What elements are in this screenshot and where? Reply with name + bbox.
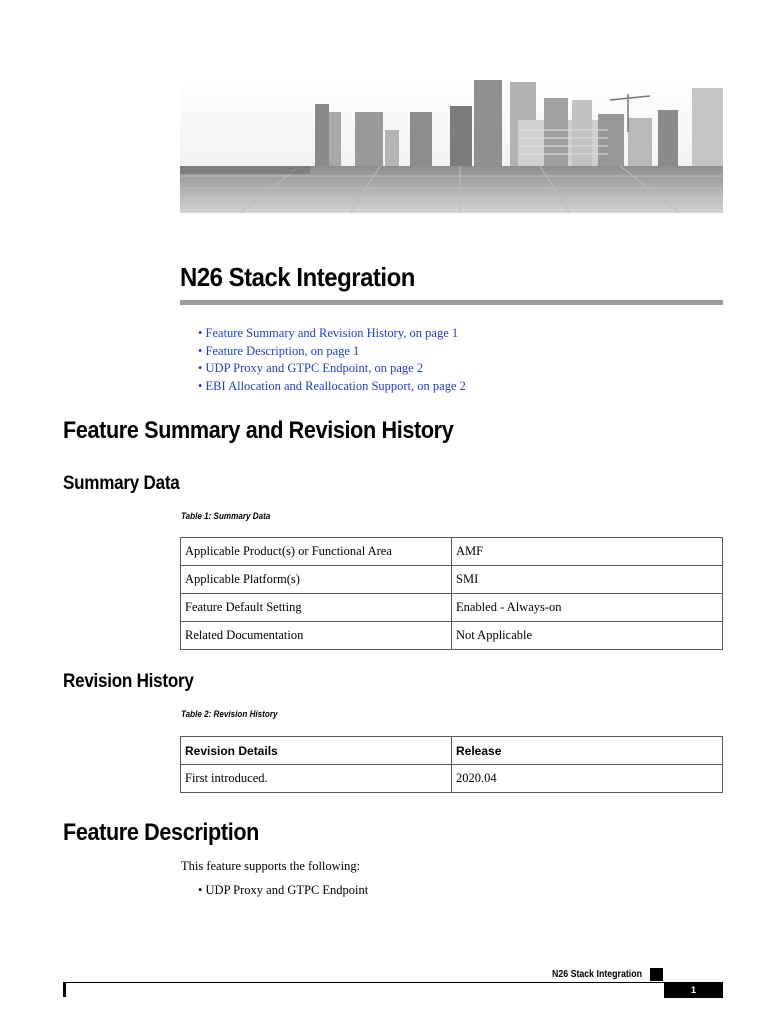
toc-item[interactable] <box>198 360 466 378</box>
table-row <box>181 622 723 650</box>
table-cell: Enabled - Always-on <box>452 594 723 622</box>
table-cell: 2020.04 <box>452 765 723 793</box>
table-row <box>181 594 723 622</box>
table-cell: Not Applicable <box>452 622 723 650</box>
page-number: 1 <box>664 983 723 998</box>
toc-link[interactable]: UDP Proxy and GTPC Endpoint, on page 2 <box>205 361 424 375</box>
table-row <box>181 765 723 793</box>
footer-chapter-title: N26 Stack Integration <box>552 969 642 980</box>
summary-data-table <box>180 537 723 650</box>
toc-item[interactable] <box>198 378 466 396</box>
toc-item[interactable] <box>198 325 466 343</box>
table-cell: Applicable Platform(s) <box>181 566 452 594</box>
table-cell: SMI <box>452 566 723 594</box>
table-row <box>181 538 723 566</box>
section-heading-feature-summary: Feature Summary and Revision History <box>63 417 454 444</box>
title-rule <box>180 300 723 305</box>
table-caption: Table 2: Revision History <box>181 709 278 719</box>
revision-history-table <box>180 736 723 793</box>
table-cell: Feature Default Setting <box>181 594 452 622</box>
chapter-title: N26 Stack Integration <box>180 262 415 292</box>
body-paragraph: This feature supports the following: <box>181 859 361 873</box>
toc-link[interactable]: Feature Description, on page 1 <box>205 343 360 358</box>
table-cell: Related Documentation <box>181 622 452 650</box>
table-header-row <box>181 737 723 765</box>
bullet-item: • UDP Proxy and GTPC Endpoint <box>198 883 368 898</box>
table-header-cell: Revision Details <box>181 737 452 765</box>
footer-marker-square <box>650 968 663 981</box>
toc-item[interactable] <box>198 343 466 361</box>
section-heading-feature-description: Feature Description <box>63 819 260 846</box>
table-cell: AMF <box>452 538 723 566</box>
banner-image <box>180 72 723 213</box>
toc-link[interactable]: Feature Summary and Revision History, on page 1 <box>205 326 459 340</box>
subsection-heading-summary-data: Summary Data <box>63 473 180 494</box>
footer-rule <box>63 982 723 983</box>
table-row <box>181 566 723 594</box>
table-cell: First introduced. <box>181 765 452 793</box>
table-header-cell: Release <box>452 737 723 765</box>
subsection-heading-revision-history: Revision History <box>63 671 194 692</box>
table-caption: Table 1: Summary Data <box>181 511 271 521</box>
table-cell: Applicable Product(s) or Functional Area <box>181 538 452 566</box>
toc-list <box>198 325 466 395</box>
footer-left-mark <box>63 983 66 997</box>
toc-link[interactable]: EBI Allocation and Reallocation Support, on page 2 <box>205 378 466 393</box>
